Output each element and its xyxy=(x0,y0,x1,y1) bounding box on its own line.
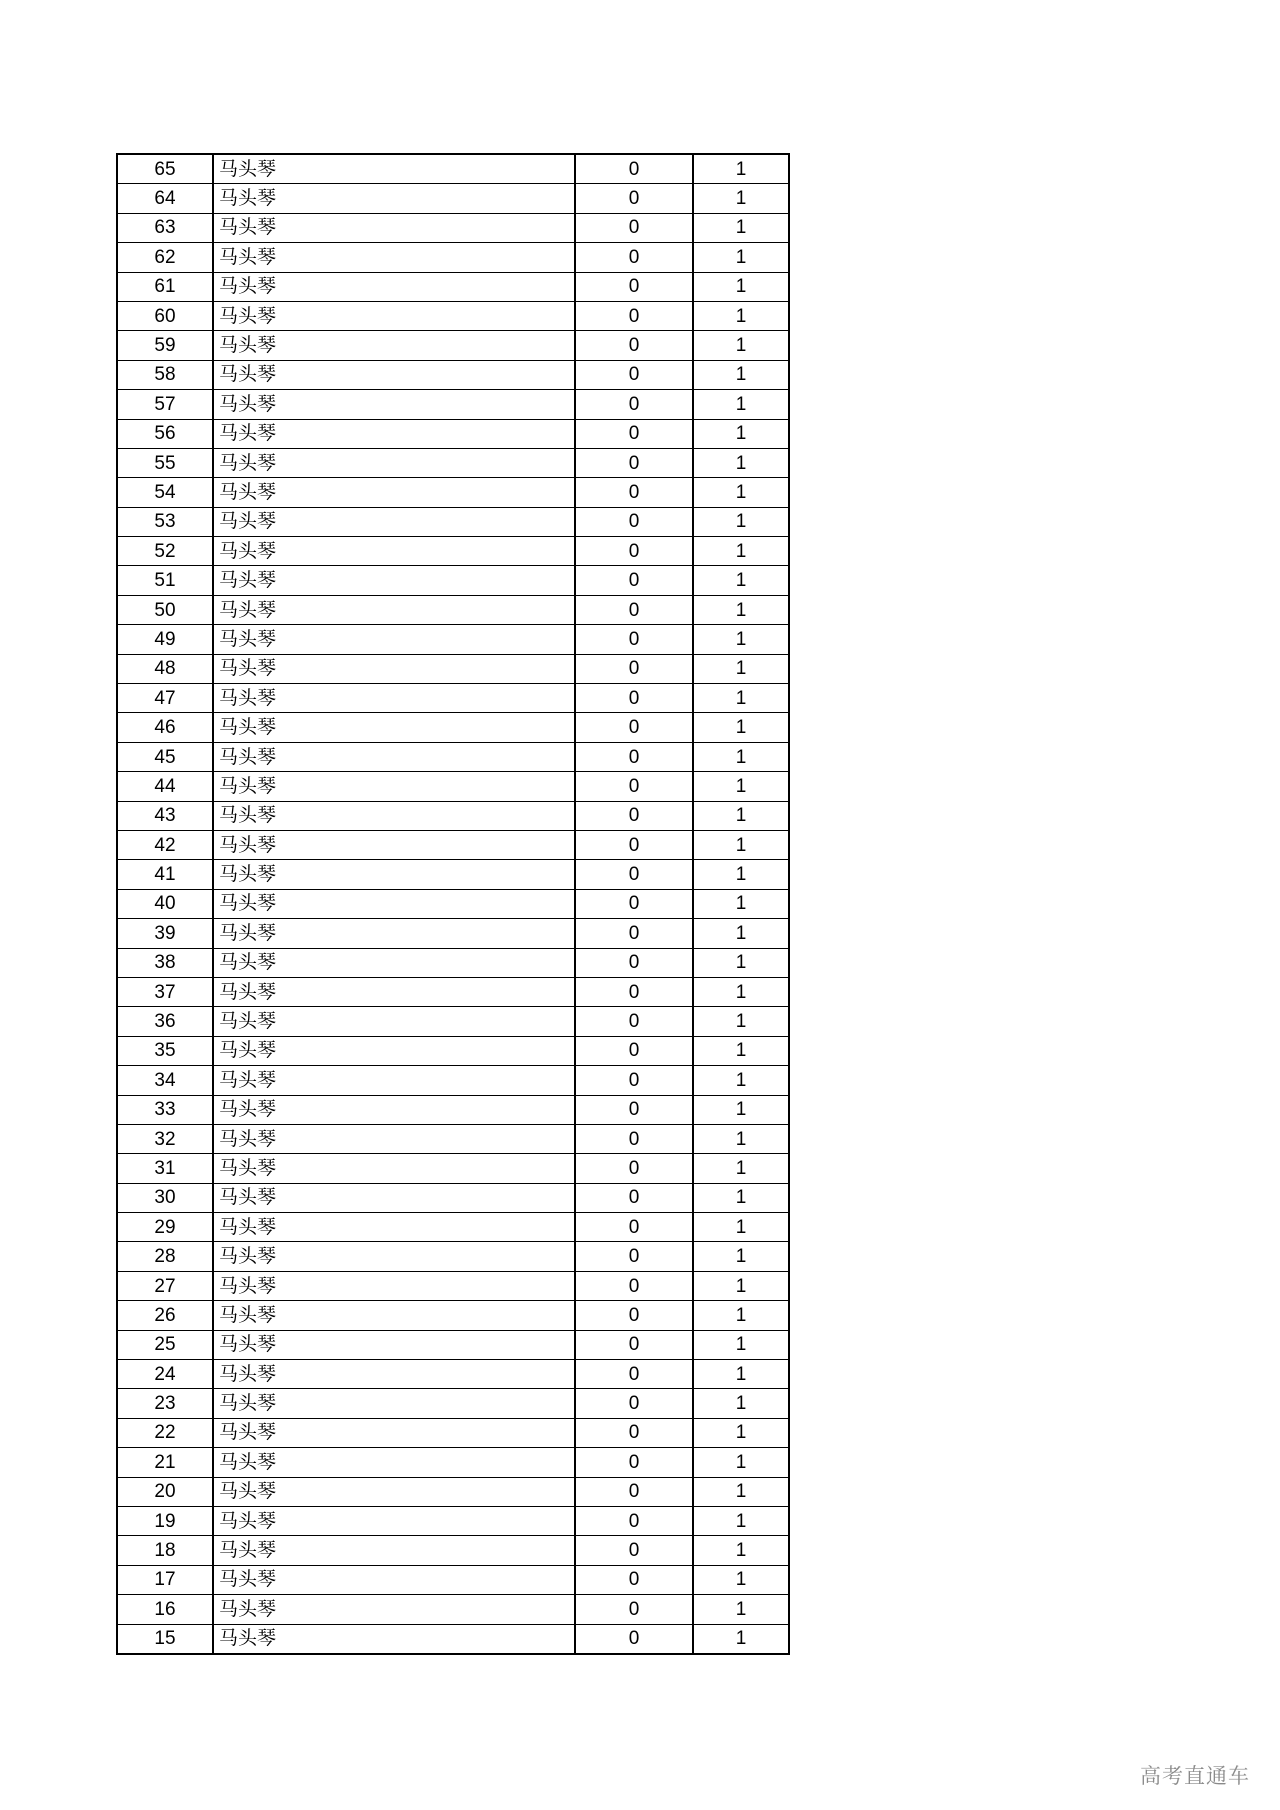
instrument-cell: 马头琴 xyxy=(213,801,575,830)
table-row xyxy=(117,154,789,184)
score-cell: 44 xyxy=(117,772,213,801)
cumulative-cell: 1 xyxy=(693,830,789,859)
score-cell: 54 xyxy=(117,478,213,507)
table-row xyxy=(117,889,789,918)
count-cell: 0 xyxy=(575,1007,693,1036)
count-cell: 0 xyxy=(575,1242,693,1271)
score-cell: 37 xyxy=(117,977,213,1006)
count-cell: 0 xyxy=(575,1389,693,1418)
score-cell: 63 xyxy=(117,213,213,242)
score-cell: 42 xyxy=(117,830,213,859)
count-cell: 0 xyxy=(575,860,693,889)
cumulative-cell: 1 xyxy=(693,1565,789,1594)
count-cell: 0 xyxy=(575,507,693,536)
instrument-cell: 马头琴 xyxy=(213,213,575,242)
score-cell: 58 xyxy=(117,360,213,389)
cumulative-cell: 1 xyxy=(693,772,789,801)
cumulative-cell: 1 xyxy=(693,595,789,624)
score-cell: 65 xyxy=(117,154,213,184)
instrument-cell: 马头琴 xyxy=(213,654,575,683)
table-row xyxy=(117,1624,789,1654)
cumulative-cell: 1 xyxy=(693,742,789,771)
count-cell: 0 xyxy=(575,625,693,654)
table-row xyxy=(117,1418,789,1447)
instrument-cell: 马头琴 xyxy=(213,1477,575,1506)
table-row xyxy=(117,1360,789,1389)
instrument-cell: 马头琴 xyxy=(213,977,575,1006)
score-cell: 31 xyxy=(117,1154,213,1183)
instrument-cell: 马头琴 xyxy=(213,1595,575,1624)
table-row xyxy=(117,1448,789,1477)
score-cell: 21 xyxy=(117,1448,213,1477)
count-cell: 0 xyxy=(575,654,693,683)
count-cell: 0 xyxy=(575,1124,693,1153)
instrument-cell: 马头琴 xyxy=(213,1154,575,1183)
count-cell: 0 xyxy=(575,948,693,977)
count-cell: 0 xyxy=(575,184,693,213)
instrument-cell: 马头琴 xyxy=(213,478,575,507)
table-row xyxy=(117,1506,789,1535)
cumulative-cell: 1 xyxy=(693,1213,789,1242)
cumulative-cell: 1 xyxy=(693,713,789,742)
score-cell: 34 xyxy=(117,1066,213,1095)
score-cell: 25 xyxy=(117,1330,213,1359)
score-cell: 35 xyxy=(117,1036,213,1065)
cumulative-cell: 1 xyxy=(693,977,789,1006)
instrument-cell: 马头琴 xyxy=(213,1213,575,1242)
score-cell: 20 xyxy=(117,1477,213,1506)
instrument-cell: 马头琴 xyxy=(213,713,575,742)
score-cell: 48 xyxy=(117,654,213,683)
count-cell: 0 xyxy=(575,713,693,742)
count-cell: 0 xyxy=(575,390,693,419)
cumulative-cell: 1 xyxy=(693,448,789,477)
score-cell: 28 xyxy=(117,1242,213,1271)
score-cell: 41 xyxy=(117,860,213,889)
instrument-cell: 马头琴 xyxy=(213,1565,575,1594)
cumulative-cell: 1 xyxy=(693,1418,789,1447)
cumulative-cell: 1 xyxy=(693,1154,789,1183)
instrument-cell: 马头琴 xyxy=(213,830,575,859)
cumulative-cell: 1 xyxy=(693,1360,789,1389)
instrument-cell: 马头琴 xyxy=(213,154,575,184)
score-cell: 56 xyxy=(117,419,213,448)
instrument-cell: 马头琴 xyxy=(213,243,575,272)
table-row xyxy=(117,448,789,477)
table-row xyxy=(117,301,789,330)
table-row xyxy=(117,243,789,272)
table-row xyxy=(117,1595,789,1624)
instrument-cell: 马头琴 xyxy=(213,1007,575,1036)
cumulative-cell: 1 xyxy=(693,154,789,184)
table-row xyxy=(117,1330,789,1359)
score-cell: 53 xyxy=(117,507,213,536)
instrument-cell: 马头琴 xyxy=(213,742,575,771)
score-cell: 43 xyxy=(117,801,213,830)
instrument-cell: 马头琴 xyxy=(213,1036,575,1065)
cumulative-cell: 1 xyxy=(693,243,789,272)
count-cell: 0 xyxy=(575,331,693,360)
cumulative-cell: 1 xyxy=(693,1624,789,1654)
count-cell: 0 xyxy=(575,537,693,566)
table-row xyxy=(117,213,789,242)
count-cell: 0 xyxy=(575,977,693,1006)
table-row xyxy=(117,419,789,448)
count-cell: 0 xyxy=(575,772,693,801)
table-row xyxy=(117,1095,789,1124)
score-cell: 27 xyxy=(117,1271,213,1300)
cumulative-cell: 1 xyxy=(693,566,789,595)
cumulative-cell: 1 xyxy=(693,860,789,889)
cumulative-cell: 1 xyxy=(693,625,789,654)
score-cell: 60 xyxy=(117,301,213,330)
count-cell: 0 xyxy=(575,1330,693,1359)
instrument-cell: 马头琴 xyxy=(213,860,575,889)
score-cell: 40 xyxy=(117,889,213,918)
instrument-cell: 马头琴 xyxy=(213,1389,575,1418)
instrument-cell: 马头琴 xyxy=(213,1536,575,1565)
table-row xyxy=(117,507,789,536)
cumulative-cell: 1 xyxy=(693,390,789,419)
cumulative-cell: 1 xyxy=(693,1095,789,1124)
score-cell: 24 xyxy=(117,1360,213,1389)
cumulative-cell: 1 xyxy=(693,1389,789,1418)
instrument-cell: 马头琴 xyxy=(213,1330,575,1359)
cumulative-cell: 1 xyxy=(693,801,789,830)
instrument-cell: 马头琴 xyxy=(213,1271,575,1300)
score-cell: 50 xyxy=(117,595,213,624)
score-cell: 64 xyxy=(117,184,213,213)
score-cell: 16 xyxy=(117,1595,213,1624)
count-cell: 0 xyxy=(575,1360,693,1389)
instrument-cell: 马头琴 xyxy=(213,331,575,360)
table-row xyxy=(117,1565,789,1594)
instrument-cell: 马头琴 xyxy=(213,684,575,713)
table-row xyxy=(117,566,789,595)
instrument-cell: 马头琴 xyxy=(213,919,575,948)
count-cell: 0 xyxy=(575,889,693,918)
instrument-cell: 马头琴 xyxy=(213,1448,575,1477)
cumulative-cell: 1 xyxy=(693,360,789,389)
table-row xyxy=(117,390,789,419)
table-row xyxy=(117,595,789,624)
score-cell: 30 xyxy=(117,1183,213,1212)
instrument-cell: 马头琴 xyxy=(213,566,575,595)
score-cell: 45 xyxy=(117,742,213,771)
score-table xyxy=(116,153,790,1655)
count-cell: 0 xyxy=(575,1066,693,1095)
instrument-cell: 马头琴 xyxy=(213,537,575,566)
count-cell: 0 xyxy=(575,154,693,184)
table-row xyxy=(117,478,789,507)
count-cell: 0 xyxy=(575,448,693,477)
count-cell: 0 xyxy=(575,919,693,948)
count-cell: 0 xyxy=(575,1036,693,1065)
count-cell: 0 xyxy=(575,213,693,242)
score-cell: 23 xyxy=(117,1389,213,1418)
count-cell: 0 xyxy=(575,742,693,771)
table-row xyxy=(117,331,789,360)
instrument-cell: 马头琴 xyxy=(213,1301,575,1330)
cumulative-cell: 1 xyxy=(693,889,789,918)
instrument-cell: 马头琴 xyxy=(213,360,575,389)
cumulative-cell: 1 xyxy=(693,1036,789,1065)
instrument-cell: 马头琴 xyxy=(213,390,575,419)
instrument-cell: 马头琴 xyxy=(213,1095,575,1124)
score-cell: 33 xyxy=(117,1095,213,1124)
cumulative-cell: 1 xyxy=(693,1536,789,1565)
instrument-cell: 马头琴 xyxy=(213,772,575,801)
count-cell: 0 xyxy=(575,1418,693,1447)
instrument-cell: 马头琴 xyxy=(213,448,575,477)
table-row xyxy=(117,713,789,742)
count-cell: 0 xyxy=(575,1624,693,1654)
table-row xyxy=(117,1183,789,1212)
table-row xyxy=(117,1242,789,1271)
cumulative-cell: 1 xyxy=(693,1595,789,1624)
cumulative-cell: 1 xyxy=(693,1242,789,1271)
score-cell: 62 xyxy=(117,243,213,272)
instrument-cell: 马头琴 xyxy=(213,625,575,654)
count-cell: 0 xyxy=(575,301,693,330)
cumulative-cell: 1 xyxy=(693,1271,789,1300)
table-row xyxy=(117,654,789,683)
table-row xyxy=(117,772,789,801)
cumulative-cell: 1 xyxy=(693,1183,789,1212)
cumulative-cell: 1 xyxy=(693,537,789,566)
cumulative-cell: 1 xyxy=(693,213,789,242)
score-cell: 29 xyxy=(117,1213,213,1242)
count-cell: 0 xyxy=(575,360,693,389)
instrument-cell: 马头琴 xyxy=(213,948,575,977)
count-cell: 0 xyxy=(575,478,693,507)
score-cell: 55 xyxy=(117,448,213,477)
table-row xyxy=(117,184,789,213)
cumulative-cell: 1 xyxy=(693,684,789,713)
score-cell: 22 xyxy=(117,1418,213,1447)
table-row xyxy=(117,625,789,654)
count-cell: 0 xyxy=(575,272,693,301)
instrument-cell: 马头琴 xyxy=(213,301,575,330)
instrument-cell: 马头琴 xyxy=(213,507,575,536)
instrument-cell: 马头琴 xyxy=(213,419,575,448)
score-cell: 57 xyxy=(117,390,213,419)
table-row xyxy=(117,919,789,948)
table-row xyxy=(117,1389,789,1418)
count-cell: 0 xyxy=(575,1183,693,1212)
score-cell: 46 xyxy=(117,713,213,742)
count-cell: 0 xyxy=(575,1213,693,1242)
count-cell: 0 xyxy=(575,1301,693,1330)
cumulative-cell: 1 xyxy=(693,478,789,507)
score-cell: 61 xyxy=(117,272,213,301)
score-cell: 39 xyxy=(117,919,213,948)
table-row xyxy=(117,537,789,566)
score-cell: 38 xyxy=(117,948,213,977)
count-cell: 0 xyxy=(575,595,693,624)
cumulative-cell: 1 xyxy=(693,1007,789,1036)
cumulative-cell: 1 xyxy=(693,507,789,536)
cumulative-cell: 1 xyxy=(693,1448,789,1477)
cumulative-cell: 1 xyxy=(693,654,789,683)
score-cell: 52 xyxy=(117,537,213,566)
score-cell: 19 xyxy=(117,1506,213,1535)
count-cell: 0 xyxy=(575,1506,693,1535)
cumulative-cell: 1 xyxy=(693,419,789,448)
count-cell: 0 xyxy=(575,243,693,272)
cumulative-cell: 1 xyxy=(693,331,789,360)
instrument-cell: 马头琴 xyxy=(213,1124,575,1153)
table-row xyxy=(117,684,789,713)
table-row xyxy=(117,1536,789,1565)
cumulative-cell: 1 xyxy=(693,1066,789,1095)
table-row xyxy=(117,948,789,977)
instrument-cell: 马头琴 xyxy=(213,1066,575,1095)
watermark-text: 高考直通车 xyxy=(1140,1764,1250,1788)
cumulative-cell: 1 xyxy=(693,1301,789,1330)
count-cell: 0 xyxy=(575,1271,693,1300)
instrument-cell: 马头琴 xyxy=(213,1418,575,1447)
count-cell: 0 xyxy=(575,566,693,595)
count-cell: 0 xyxy=(575,1448,693,1477)
score-cell: 32 xyxy=(117,1124,213,1153)
score-table-body xyxy=(117,154,789,1654)
score-cell: 18 xyxy=(117,1536,213,1565)
table-row xyxy=(117,1154,789,1183)
score-cell: 51 xyxy=(117,566,213,595)
count-cell: 0 xyxy=(575,684,693,713)
count-cell: 0 xyxy=(575,1095,693,1124)
table-row xyxy=(117,1124,789,1153)
instrument-cell: 马头琴 xyxy=(213,272,575,301)
table-row xyxy=(117,1066,789,1095)
table-row xyxy=(117,1271,789,1300)
score-cell: 36 xyxy=(117,1007,213,1036)
count-cell: 0 xyxy=(575,1565,693,1594)
table-row xyxy=(117,1007,789,1036)
cumulative-cell: 1 xyxy=(693,272,789,301)
cumulative-cell: 1 xyxy=(693,301,789,330)
table-row xyxy=(117,860,789,889)
table-row xyxy=(117,272,789,301)
table-row xyxy=(117,801,789,830)
table-row xyxy=(117,1301,789,1330)
score-cell: 59 xyxy=(117,331,213,360)
cumulative-cell: 1 xyxy=(693,948,789,977)
cumulative-cell: 1 xyxy=(693,1506,789,1535)
table-row xyxy=(117,977,789,1006)
instrument-cell: 马头琴 xyxy=(213,184,575,213)
instrument-cell: 马头琴 xyxy=(213,1506,575,1535)
count-cell: 0 xyxy=(575,801,693,830)
instrument-cell: 马头琴 xyxy=(213,1242,575,1271)
table-row xyxy=(117,1036,789,1065)
count-cell: 0 xyxy=(575,1595,693,1624)
score-cell: 26 xyxy=(117,1301,213,1330)
count-cell: 0 xyxy=(575,830,693,859)
table-row xyxy=(117,742,789,771)
instrument-cell: 马头琴 xyxy=(213,1624,575,1654)
cumulative-cell: 1 xyxy=(693,184,789,213)
score-cell: 49 xyxy=(117,625,213,654)
instrument-cell: 马头琴 xyxy=(213,1183,575,1212)
cumulative-cell: 1 xyxy=(693,919,789,948)
table-row xyxy=(117,360,789,389)
table-row xyxy=(117,1213,789,1242)
score-cell: 17 xyxy=(117,1565,213,1594)
instrument-cell: 马头琴 xyxy=(213,1360,575,1389)
cumulative-cell: 1 xyxy=(693,1330,789,1359)
count-cell: 0 xyxy=(575,1536,693,1565)
count-cell: 0 xyxy=(575,1477,693,1506)
count-cell: 0 xyxy=(575,1154,693,1183)
instrument-cell: 马头琴 xyxy=(213,889,575,918)
table-row xyxy=(117,1477,789,1506)
cumulative-cell: 1 xyxy=(693,1124,789,1153)
instrument-cell: 马头琴 xyxy=(213,595,575,624)
cumulative-cell: 1 xyxy=(693,1477,789,1506)
table-row xyxy=(117,830,789,859)
score-cell: 47 xyxy=(117,684,213,713)
count-cell: 0 xyxy=(575,419,693,448)
score-cell: 15 xyxy=(117,1624,213,1654)
